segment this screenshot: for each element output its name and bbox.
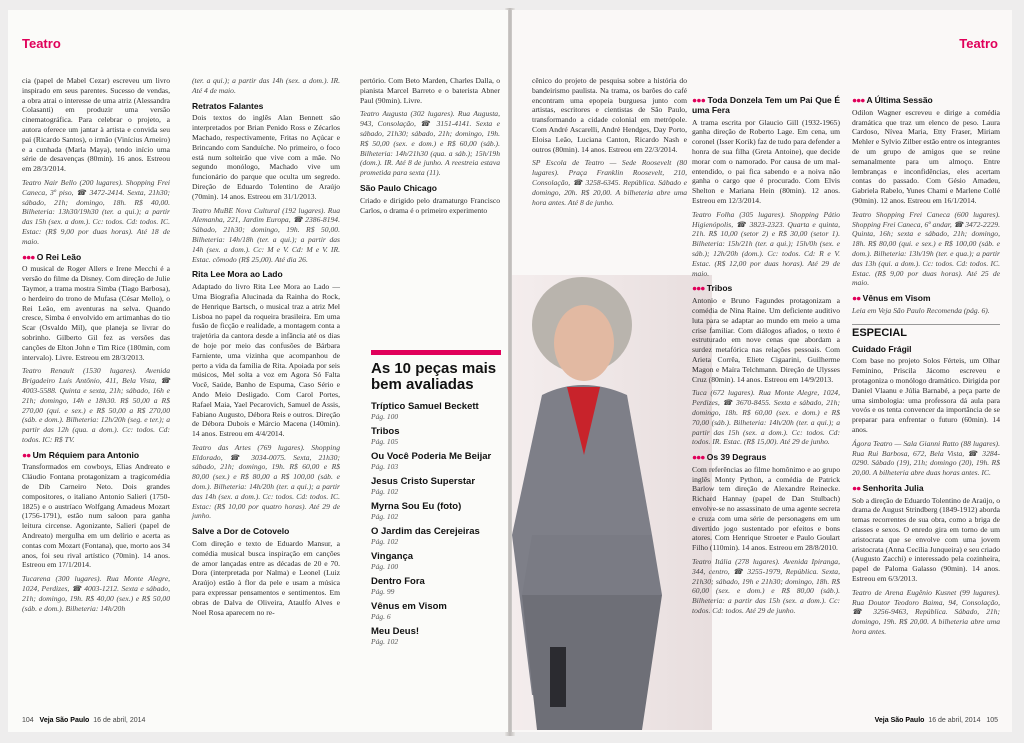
top10-item-page: Pág. 99	[371, 587, 395, 596]
column-1	[22, 76, 170, 617]
venue-info: Teatro Renault (1530 lugares). Avenida Brigadeiro Luís Antônio, 411, Bela Vista, ☎ 4003-5588. Quinta e sexta, 21h; sábado, 16h e 21h; domingo, 14h e 18h30. R$ 50,00 a R$ 270,00 (qui. e sex.) e R$ 50,00 a R$ 270,00 (sáb. e dom.). Bilheteria: 12h/20h (seg. e ter.); a partir das 12h (qua. a dom.). Cc: todos. Cd: todos. IC: R$ TV.	[22, 366, 170, 444]
rating-dots: ●●●	[692, 95, 706, 105]
top10-item-page: Pág. 102	[371, 512, 399, 521]
top10-item-title: Myrna Sou Eu (foto)	[371, 501, 462, 512]
venue-info: Teatro Shopping Frei Caneca (600 lugares). Shopping Frei Caneca, 6º andar, ☎ 3472-2229. Quinta, 16h; sexta e sábado, 21h; domingo, 18h. R$ 80,00 (qui. e sex.) e R$ 100,00 (sáb. e dom.). Bilheteria: 13h/19h (ter. e qua.); a partir das 13h (qui. a dom.). Cc: todos. Cd: todos. IC. Estac. (R$ 9,00 por duas horas). Até 25 de maio.	[852, 209, 1000, 288]
article-text: A trama escrita por Glaucio Gill (1932-1965) ganha direção de Roberto Lage. Em cena, um coronel (Isser Korik) faz de tudo para defender a honra de sua filha (Greta Antoine), que decide morar com o namorado. Por causa de um mal-entendido, o pai fica sabendo e a noiva não ganha o cargo que é procurado. Com Elvis Shelton e Mariana Hein (80min). 12 anos. Estreou em 12/3/2014.	[692, 117, 841, 205]
article-text: Odilon Wagner escreveu e dirige a comédia dramática que traz um elenco de peso. Laura Cardoso, Nívea Maria, Etty Fraser, Miriam Mehler e Sylvio Zilber estão entre os integrantes de um grupo de amigos que se reúne semanalmente para um almoço. Entre lembranças e inconfidências, eles acertam contas do passado. Com Gésio Amadeu, Gabriela Rabelo, Yunes Chami e Marlene Collé (90min). 12 anos. Estreou em 16/1/2014.	[852, 107, 1000, 205]
top10-item	[371, 626, 501, 646]
venue-info: Tucarena (300 lugares). Rua Monte Alegre, 1024, Perdizes, ☎ 4003-1212. Sexta e sábado, 21h; domingo, 19h. R$ 40,00 (sex.) e R$ 50,00 (sáb. e dom.). Bilheteria: 14h/20h	[22, 574, 170, 613]
venue-info: Teatro Nair Bello (200 lugares). Shopping Frei Caneca, 3º piso, ☎ 3472-2414. Sexta, 21h30; sábado, 21h; domingo, 18h. R$ 40,00. Bilheteria: 13h30/19h30 (ter. a qui.); a partir das 15h (sex. a dom.). Cc: todos. Cd: todos. IC. Estac: (R$ 9,00 por duas horas). Até 18 de maio.	[22, 177, 170, 246]
rating-dots: ●●●	[692, 283, 705, 294]
venue-info: Ágora Teatro — Sala Gianni Ratto (88 lugares). Rua Rui Barbosa, 672, Bela Vista, ☎ 3284-0290. Sábado (19), 21h; domingo (20), 19h. R$ 20,00. A bilheteria abre duas horas antes. IC.	[852, 438, 1000, 478]
article-heading	[22, 253, 170, 263]
top10-item-title: Dentro Fora	[371, 576, 425, 587]
column-2	[692, 90, 840, 620]
top10-list	[371, 401, 501, 646]
top10-item	[371, 426, 501, 446]
article-text: O musical de Roger Allers e Irene Mecchi é a versão do filme da Disney. Com direção de Julie Taymor, a trama mostra Simba (Tiago Barbosa), o herdeiro do trono de Mufasa (César Mello), o Rei Leão, em aventuras na selva. Quando cresce, Simba é envolvido em artimanhas do tio Scar (Osvaldo Mil), que planeja se livrar do sobrinho. Gilberto Gil fez as versões das canções de Elton John e Tim Rice (180min, com intervalo). Livre. Estreou em 28/3/2013.	[22, 264, 170, 362]
heading-text: Os 39 Degraus	[706, 452, 767, 463]
article-text: pertório. Com Beto Marden, Charles Dalla, o pianista Marcel Barreto e o baterista Abner Paul (90min). Livre.	[360, 76, 500, 105]
venue-info: Teatro das Artes (769 lugares). Shopping Eldorado, ☎ 3034-0075. Sexta, 21h30; sábado, 21h; domingo, 19h. R$ 60,00 e R$ 80,00 (sex.) e R$ 80,00 a R$ 100,00 (sáb. e dom.). Bilheteria: 14h/20h (ter. a qui.); a partir das 14h (sex. a dom.). Cc: todos. Cd: todos. IC. Estac: (R$ 10,00 por quatro horas). Até 29 de junho.	[192, 442, 340, 521]
venue-info: Teatro MuBE Nova Cultural (192 lugares). Rua Alemanha, 221, Jardim Europa, ☎ 2386-8194. Sábado, 21h30; domingo, 19h. R$ 50,00. Bilheteria: 14h/18h (ter. a qui.); a partir das 14h (sex. a dom.). Cc: M e V. Cd: M e V. IR. Estac. cômodo (R$ 25,00). Até dia 26.	[192, 205, 340, 264]
section-title: Teatro	[22, 36, 61, 51]
venue-info: Teatro Folha (305 lugares). Shopping Pátio Higienópolis, ☎ 3823-2323. Quarta e quinta, 21h. R$ 10,00 (setor 2) e R$ 30,00 (setor 1). Bilheteria: 15h/21h (ter. a qui.); 15h/0h (sex. e sáb.); 12h/20h (dom.). Cc: todos. Cd: R e V. Estac. (R$ 12,00 por duas horas). Até 29 de maio.	[692, 209, 840, 278]
heading-text: Senhorita Julia	[862, 482, 924, 493]
article-heading	[692, 453, 840, 463]
article-text: Leia em Veja São Paulo Recomenda (pág. 6).	[852, 305, 990, 315]
article-text: Criado e dirigido pelo dramaturgo Francisco Carlos, o drama é o primeiro experimento	[360, 195, 500, 215]
top10-item	[371, 401, 501, 421]
article-heading	[692, 96, 840, 116]
top10-item-page: Pág. 100	[371, 562, 399, 571]
article-heading: Salve a Dor de Cotovelo	[192, 526, 290, 537]
article-text: cênico do projeto de pesquisa sobre a história do bandeirismo paulista. Na trama, os barões do café encontram uma epopeia burguesa junto com artistas, escritores e cientistas de São Paulo, transformando a cidade colonial em metrópole. Com André Ascarelli, André Hendges, Day Porto, Eloisa Leão, Luciana Canton, Ricardo Nash e outros (80min). 14 anos. Estreou em 22/3/2014.	[532, 76, 687, 154]
top10-item	[371, 501, 501, 521]
issue-date: 16 de abril, 2014	[93, 717, 146, 724]
footer	[875, 717, 998, 724]
top10-item-title: Tríptico Samuel Beckett	[371, 401, 479, 412]
left-page	[8, 10, 508, 732]
column-2	[192, 76, 340, 621]
venue-info: (ter. a qui.); a partir das 14h (sex. a dom.). IR. Até 4 de maio.	[192, 76, 340, 95]
article-text: cia (papel de Mabel Cezar) escreveu um livro inspirado em seus parentes. Sucesso de vendas, a obra atrai o interesse de uma atriz (Alessandra Colasanti) em produzir uma versão cinematográfica. Para celebrar o projeto, a autora oferece um jantar à artista e convida seu pai (Ricardo Santos), o irmão (Vinícius Arneiro) e a cunhada (Marla Maya), tendo início uma série de desavenças (80min). 16 anos. Estreou em 28/3/2014.	[22, 76, 170, 174]
top10-item-page: Pág. 100	[371, 412, 399, 421]
heading-text: Toda Donzela Tem um Pai Que É uma Fera	[692, 95, 840, 115]
top10-item-title: Jesus Cristo Superstar	[371, 476, 476, 487]
venue-info: Teatro de Arena Eugênio Kusnet (99 lugares). Rua Doutor Teodoro Baima, 94, Consolação, ☎ 3256-9463, República. Sábado, 21h; domingo, 19h. R$ 20,00. A bilheteria abre uma hora antes.	[852, 587, 1000, 637]
top10-item-page: Pág. 102	[371, 637, 399, 646]
top10-item	[371, 576, 501, 596]
top10-item-title: Ou Você Poderia Me Beijar	[371, 451, 492, 462]
article-heading	[852, 294, 1000, 304]
article-text: Com base no projeto Solos Férteis, um Olhar Feminino, Priscila Jácomo escreveu e protagoniza o monólogo dramático. Dirigida por Daniel Vlaanu e Júlia Barnabé, a peça parte de uma simbologia: uma professora dá aula para vovós e os tenta convencer da importância de se preparar para enfrentar o futuro (60min). 14 anos.	[852, 356, 1000, 434]
rating-dots: ●●●	[692, 452, 705, 463]
top10-box	[371, 350, 501, 651]
top10-item-title: O Jardim das Cerejeiras	[371, 526, 480, 537]
venue-info: Tuca (672 lugares). Rua Monte Alegre, 1024, Perdizes, ☎ 3670-8455. Sexta e sábado, 21h; domingo, 18h. R$ 60,00 (sex. e dom.) e R$ 70,00 (sáb.). Bilheteria: 14h/20h (ter. a qui.); a partir das 15h (sex. a dom.). Cc: todos. Cd: todos. IR. Estac. (R$ 15,00). Até 29 de junho.	[692, 388, 840, 447]
article-text: Com referências ao filme homônimo e ao grupo inglês Monty Python, a comédia de Patrick Barlow tem direção de Alexandre Reinecke. Richard Hannay (papel de Dan Stulbach) envolve-se no assassinato de uma agente secreta e cruza com uma série de personagens em um divertido jogo sustentado por efeitos e bons atores. Com Henrique Stroeter e Paulo Goulart Filho (110min). 14 anos. Estreou em 28/8/2010.	[692, 464, 840, 553]
heading-text: Tribos	[706, 283, 733, 294]
heading-text: Um Réquiem para Antonio	[32, 449, 140, 460]
top10-item	[371, 451, 501, 471]
top10-item	[371, 601, 501, 621]
top10-item-page: Pág. 102	[371, 537, 399, 546]
article-text: Dois textos do inglês Alan Bennett são interpretados por Brian Penido Ross e Zécarlos Machado, respectivamente, Fritas no Açúcar e Brincando com Sanduíche. No primeiro, o foco está num solteirão que vive com a mãe. No segundo monólogo, Machado vive um funcionário do parque que oculta um segredo. Direção de Eduardo Tolentino de Araújo (70min). 14 anos. Estreou em 31/1/2013.	[192, 113, 340, 201]
top10-item	[371, 476, 501, 496]
venue-info: Teatro Augusta (302 lugares). Rua Augusta, 943, Consolação, ☎ 3151-4141. Sexta e sábado, 21h30; sábado, 21h; domingo, 19h. R$ 50,00 (sex. e dom.) e R$ 60,00 (sáb.). Bilheteria: 14h/21h30 (qua. a sáb.); 15h/19h (dom.). IR. Até 8 de junho. A reestreia estava prometida para sexta (11).	[360, 109, 500, 178]
right-page	[512, 10, 1012, 732]
article-heading: Retratos Falantes	[192, 100, 264, 111]
top10-item-page: Pág. 6	[371, 612, 391, 621]
issue-date: 16 de abril, 2014	[928, 717, 981, 724]
article-heading: Rita Lee Mora ao Lado	[192, 269, 283, 280]
article-heading	[22, 451, 170, 461]
rating-dots: ●●	[852, 293, 861, 304]
article-text: Com direção e texto de Eduardo Mansur, a comédia musical busca inspiração em canções de amor lançadas entre as décadas de 20 e 70. Dora (interpretada por Nalma) e Leonel (Luiz Araújo) estão à flor da pele e usam a música para expressar pensamentos e sentimentos. Em obras de Dalva de Oliveira, Ataulfo Alves e Noel Rosa aparecem no re-	[192, 539, 340, 617]
article-heading: São Paulo Chicago	[360, 182, 437, 193]
column-1	[532, 76, 687, 211]
page-number: 105	[986, 717, 998, 724]
rating-dots: ●●●	[852, 95, 865, 105]
article-heading	[852, 96, 1000, 106]
article-text: Sob a direção de Eduardo Tolentino de Araújo, o drama de August Strindberg (1849-1912) aborda temas recorrentes de sua obra, como a briga de classes e sexos. O enredo gira em torno de um aristocrata que se envolve com uma jovem aristocrata (Anna Cecília Junqueira) e seu criado (Augusto Zacchi) e interessado pela cozinheira, papel de Paloma Galasso (90min). 14 anos. Estreou em 6/3/2013.	[852, 495, 1001, 584]
article-heading	[852, 484, 1000, 494]
rating-dots: ●●	[22, 449, 31, 460]
top10-item-title: Vingança	[371, 551, 414, 562]
column-3	[852, 90, 1000, 641]
top10-item-title: Meu Deus!	[371, 626, 420, 637]
page-number: 104	[22, 717, 34, 724]
heading-text: O Rei Leão	[36, 251, 82, 262]
top10-item-page: Pág. 105	[371, 437, 399, 446]
magazine-name: Veja São Paulo	[39, 717, 90, 724]
column-3	[360, 76, 500, 219]
special-heading: ESPECIAL	[852, 324, 1000, 339]
article-heading: Cuidado Frágil	[852, 343, 912, 354]
top10-item-page: Pág. 102	[371, 487, 399, 496]
actress-photo	[512, 275, 712, 730]
heading-text: A Última Sessão	[866, 95, 933, 105]
top10-item-title: Vênus em Visom	[371, 601, 447, 612]
top10-title: As 10 peças mais bem avaliadas	[371, 350, 501, 393]
article-heading	[692, 284, 840, 294]
rating-dots: ●●●	[22, 251, 35, 262]
venue-info: SP Escola de Teatro — Sede Roosevelt (80 lugares). Praça Franklin Roosevelt, 210, Consolação, ☎ 3258-6345. República. Sábado e domingo, 20h. R$ 20,00. A bilheteria abre uma hora antes. Até 8 de junho.	[532, 158, 687, 207]
rating-dots: ●●	[852, 482, 861, 493]
article-text: Antonio e Bruno Fagundes protagonizam a comédia de Nina Raine. Um deficiente auditivo luta para se adaptar ao mundo em meio a uma crise familiar. Com diálogos afiados, o texto é estruturado em nove cenas que abordam a surdez metafórica nas relações pessoais. Com Arieta Corrêa, Eliete Cigaarini, Guilherme Magon e Maíra Telchmann. Direção de Ulysses Cruz (80min). 14 anos. Estreou em 14/9/2013.	[692, 296, 840, 384]
top10-item	[371, 526, 501, 546]
article-text: Transformados em cowboys, Elias Andreato e Cláudio Fontana protagonizam a tragicomédia de Dib Carneiro Neto. Dois grandes compositores, o italiano Antonio Salieri (1750-1825) e o austríaco Wolfgang Amadeus Mozart (1756-1791), estão num saloon para ganha leitura circense. Agonizante, Salieri (papel de Andreato) mergulha em um delírio e acerta as contas com Mozart (Fontana), que, morto aos 34 anos, foi seu rival artístico (70min). 14 anos. Estreou em 17/1/2014.	[22, 462, 170, 570]
heading-text: Vênus em Visom	[862, 293, 931, 304]
magazine-name: Veja São Paulo	[874, 717, 925, 724]
top10-item	[371, 551, 501, 571]
top10-item-title: Tribos	[371, 426, 400, 437]
article-text: Adaptado do livro Rita Lee Mora ao Lado — Uma Biografia Alucinada da Rainha do Rock, de Henrique Bartsch, o musical traz a atriz Mel Lisboa no papel da roqueira brasileira. Em uma fusão de ficção e realidade, a montagem conta a trajetória da cantora desde a infância até os dias de hoje por meio das confusões de Bárbara Farniente, uma vizinha que acompanhou de perto a vida da família de Rita. Apoiada por seis músicos, Mel solta a voz em Agora Só Falta Você, Saúde, Banho de Espuma, Caso Sério e Ando Meio Desligado. Com Carol Portes, Rafael Maia, Yael Pecarovich, Samuel de Assis, Fabiano Augusto, Débora Reis e outros. Direção de Débora Dubois e Márcio Macena (140min). 14 anos. Estreou em 4/4/2014.	[192, 282, 340, 439]
section-title: Teatro	[959, 36, 998, 51]
footer	[22, 717, 145, 724]
top10-item-page: Pág. 103	[371, 462, 399, 471]
venue-info: Teatro Itália (278 lugares). Avenida Ipiranga, 344, centro, ☎ 3255-1979, República. Sexta, 21h30; sábado, 19h e 21h30; domingo, 18h. R$ 60,00 (sex. e dom.) e R$ 80,00 (sáb.). Bilheteria: a partir das 15h (sex. a dom.). Cc: todos. Cd: todos. Até 29 de junho.	[692, 557, 840, 616]
